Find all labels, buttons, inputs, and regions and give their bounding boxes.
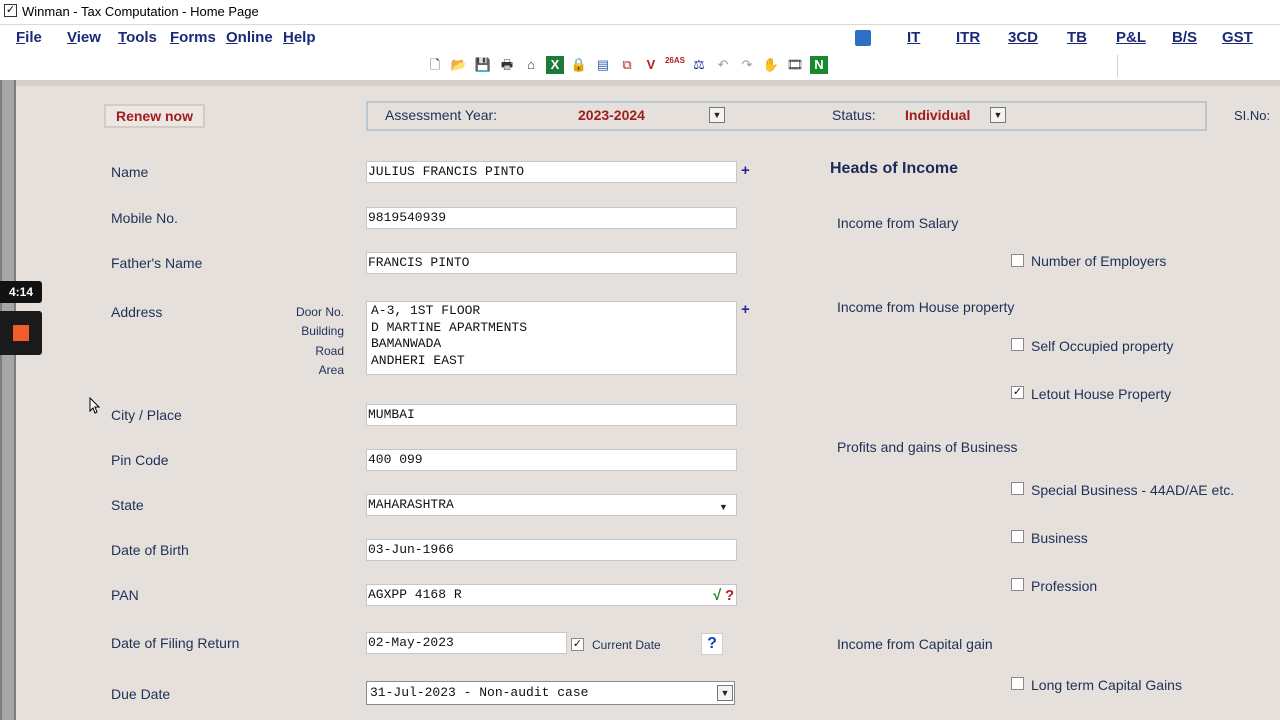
income-business-label: Profits and gains of Business: [837, 439, 1018, 455]
new-file-icon[interactable]: 🗋: [429, 57, 441, 72]
special-business-label: Special Business - 44AD/AE etc.: [1031, 482, 1235, 498]
address-label: Address: [111, 304, 163, 320]
road-label: Road: [315, 344, 344, 358]
address-textarea[interactable]: [366, 301, 737, 375]
due-date-dropdown-icon[interactable]: ▼: [717, 685, 733, 701]
pdf-icon[interactable]: ⧉: [622, 57, 632, 72]
window-title: Winman - Tax Computation - Home Page: [22, 4, 259, 19]
address-line-2: D MARTINE APARTMENTS: [371, 319, 528, 335]
pl-button[interactable]: P&L: [1116, 29, 1146, 46]
recording-timer: 4:14: [0, 281, 42, 303]
26as-icon[interactable]: 26AS: [664, 56, 685, 65]
renew-now-button[interactable]: Renew now: [104, 104, 205, 128]
employers-checkbox[interactable]: [1011, 254, 1024, 267]
pin-code-label: Pin Code: [111, 452, 169, 468]
income-capital-label: Income from Capital gain: [837, 636, 993, 652]
building-label: Building: [301, 324, 344, 338]
mobile-input[interactable]: 9819540939: [366, 207, 737, 229]
dob-label: Date of Birth: [111, 542, 189, 558]
ltcg-label: Long term Capital Gains: [1031, 677, 1182, 693]
bs-button[interactable]: B/S: [1172, 29, 1198, 46]
open-folder-icon[interactable]: 📂: [450, 57, 468, 72]
heads-of-income-title: Heads of Income: [830, 160, 959, 177]
employers-label: Number of Employers: [1031, 253, 1167, 269]
filing-date-label: Date of Filing Return: [111, 635, 240, 651]
pin-code-input[interactable]: 400 099: [366, 449, 737, 471]
title-bar: [0, 0, 1280, 25]
city-label: City / Place: [111, 407, 182, 423]
vat-icon[interactable]: V: [646, 57, 656, 72]
filing-help-button[interactable]: ?: [701, 633, 723, 655]
mouse-cursor-icon: [89, 397, 101, 415]
home-icon[interactable]: ⌂: [527, 57, 535, 72]
save-icon[interactable]: 💾: [474, 57, 492, 72]
business-label: Business: [1031, 530, 1088, 546]
menu-bar: [0, 25, 1280, 80]
stop-recording-icon[interactable]: [13, 325, 29, 341]
ltcg-checkbox[interactable]: [1011, 677, 1024, 690]
letout-checkbox[interactable]: ✓: [1012, 386, 1023, 398]
undo-icon[interactable]: ↶: [717, 57, 729, 72]
assessment-year-label: Assessment Year:: [385, 107, 498, 123]
state-dropdown-icon[interactable]: ▼: [719, 502, 728, 512]
tb-button[interactable]: TB: [1067, 29, 1087, 46]
excel-icon[interactable]: X: [546, 56, 564, 74]
mobile-label: Mobile No.: [111, 210, 178, 226]
refresh-icon[interactable]: [855, 30, 871, 46]
new-note-icon[interactable]: N: [810, 56, 828, 74]
name-input[interactable]: JULIUS FRANCIS PINTO: [366, 161, 737, 183]
menu-help[interactable]: Help: [283, 29, 316, 46]
lock-icon[interactable]: 🔒: [570, 57, 588, 72]
current-date-checkbox[interactable]: ✓: [572, 638, 583, 650]
father-name-input[interactable]: FRANCIS PINTO: [366, 252, 737, 274]
state-select[interactable]: MAHARASHTRA: [366, 494, 737, 516]
left-scroll-strip: [0, 80, 16, 720]
itr-button[interactable]: ITR: [956, 29, 981, 46]
toolbar-divider: [1117, 55, 1118, 77]
due-date-label: Due Date: [111, 686, 171, 702]
door-no-label: Door No.: [295, 305, 344, 319]
tools-icon[interactable]: ✋: [762, 57, 780, 72]
area-label: Area: [318, 363, 344, 377]
pan-help-icon[interactable]: ?: [725, 587, 735, 604]
profession-label: Profession: [1031, 578, 1098, 594]
pan-verify-icon[interactable]: √: [713, 587, 722, 604]
menu-tools[interactable]: Tools: [118, 29, 157, 46]
status-dropdown[interactable]: ▼: [990, 107, 1006, 123]
status-value: Individual: [905, 107, 971, 123]
print-icon[interactable]: 🖶: [500, 57, 514, 72]
name-add-button[interactable]: +: [741, 162, 750, 179]
window-check-icon: ✓: [5, 4, 16, 16]
city-input[interactable]: MUMBAI: [366, 404, 737, 426]
left-strip-inner: [2, 80, 14, 720]
letout-label: Letout House Property: [1031, 386, 1172, 402]
profession-checkbox[interactable]: [1011, 578, 1024, 591]
menu-forms[interactable]: Forms: [170, 29, 216, 46]
menu-online[interactable]: Online: [226, 29, 273, 46]
status-label: Status:: [832, 107, 876, 123]
pan-input[interactable]: AGXPP 4168 R: [366, 584, 737, 606]
redo-icon[interactable]: ↷: [741, 57, 753, 72]
dob-input[interactable]: 03-Jun-1966: [366, 539, 737, 561]
film-icon[interactable]: 🎞: [786, 57, 804, 72]
father-name-label: Father's Name: [111, 255, 203, 271]
form-top-border: [16, 80, 1280, 86]
menu-view[interactable]: View: [67, 29, 101, 46]
address-line-1: A-3, 1ST FLOOR: [371, 303, 481, 318]
address-add-button[interactable]: +: [741, 301, 750, 318]
name-label: Name: [111, 164, 149, 180]
gst-button[interactable]: GST: [1222, 29, 1253, 46]
state-label: State: [111, 497, 144, 513]
assessment-year-dropdown[interactable]: ▼: [709, 107, 725, 123]
special-business-checkbox[interactable]: [1011, 482, 1024, 495]
menu-file[interactable]: File: [16, 29, 42, 46]
slno-label: SI.No:: [1234, 108, 1271, 123]
filing-date-input[interactable]: 02-May-2023: [366, 632, 567, 654]
recording-control[interactable]: [0, 311, 42, 355]
self-occupied-checkbox[interactable]: [1011, 338, 1024, 351]
self-occupied-label: Self Occupied property: [1031, 338, 1174, 354]
it-button[interactable]: IT: [907, 29, 921, 46]
assessment-year-value: 2023-2024: [578, 107, 645, 123]
due-date-select[interactable]: 31-Jul-2023 - Non-audit case: [366, 681, 735, 705]
income-salary-label: Income from Salary: [837, 215, 959, 231]
address-line-4: ANDHERI EAST: [371, 352, 465, 368]
address-line-3: BAMANWADA: [371, 336, 442, 351]
preview-icon[interactable]: ▤: [596, 57, 610, 72]
income-house-label: Income from House property: [837, 299, 1015, 315]
current-date-label: Current Date: [592, 638, 661, 652]
pan-label: PAN: [111, 587, 139, 603]
business-checkbox[interactable]: [1011, 530, 1024, 543]
3cd-button[interactable]: 3CD: [1008, 29, 1039, 46]
balance-icon[interactable]: ⚖: [693, 57, 705, 72]
